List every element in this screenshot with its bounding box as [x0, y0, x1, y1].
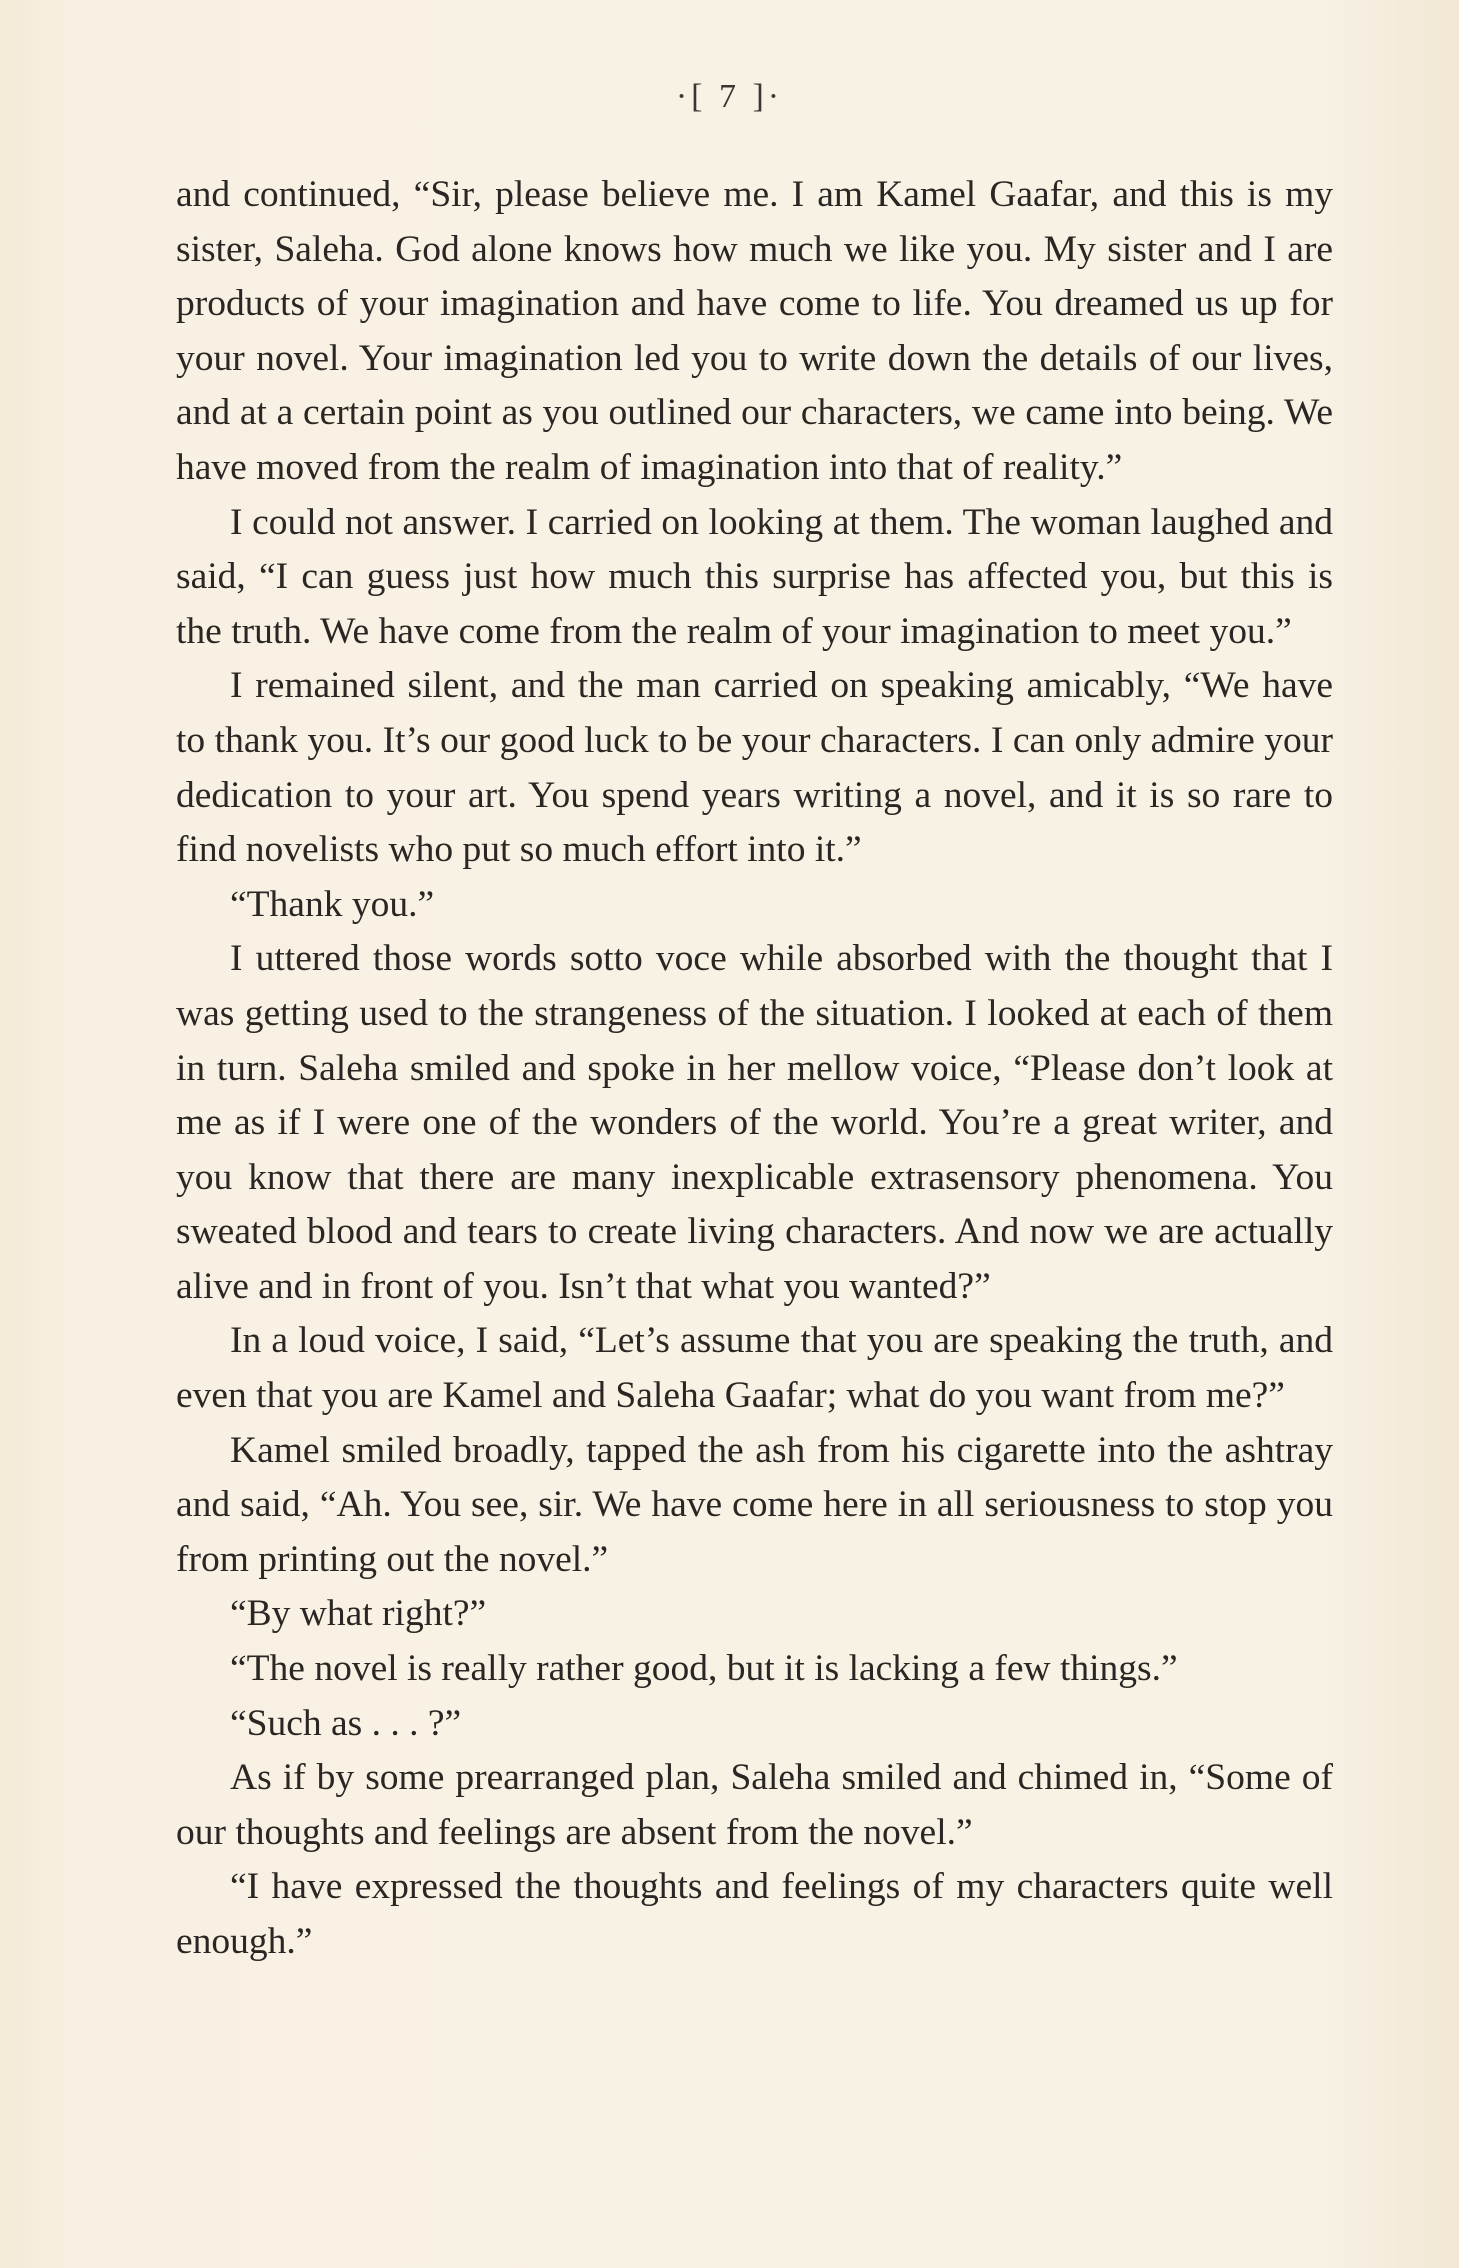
paragraph: Kamel smiled broadly, tapped the ash from his cigarette into the ashtray and said, “Ah. You see, sir. We have come here in all seriousness to stop you from printing out the novel.”	[176, 1429, 1333, 1580]
body-text	[176, 168, 1333, 1970]
paragraph: I uttered those words sotto voce while absorbed with the thought that I was getting used to the strangeness of the situation. I looked at each of them in turn. Saleha smiled and spoke in her mellow voice, “Please don’t look at me as if I were one of the wonders of the world. You’re a great writer, and you know that there are many inexplicable extrasensory phenomena. You sweated blood and tears to create living characters. And now we are actually alive and in front of you. Isn’t that what you wanted?”	[176, 938, 1333, 1307]
paragraph: “Such as . . . ?”	[230, 1702, 462, 1744]
paragraph: As if by some prearranged plan, Saleha smiled and chimed in, “Some of our thoughts and feelings are absent from the novel.”	[176, 1757, 1333, 1853]
paragraph: “Thank you.”	[230, 883, 435, 925]
paragraph: “The novel is really rather good, but it is lacking a few things.”	[230, 1648, 1178, 1690]
page-number: ·[ 7 ]·	[675, 78, 784, 115]
paragraph: In a loud voice, I said, “Let’s assume that you are speaking the truth, and even that you are Kamel and Saleha Gaafar; what do you want from me?”	[176, 1320, 1333, 1417]
paragraph: I remained silent, and the man carried on speaking amicably, “We have to thank you. It’s our good luck to be your characters. I can only admire your dedication to your art. You spend years writing a novel, and it is so rare to find novelists who put so much effort into it.”	[176, 665, 1333, 871]
paragraph: “By what right?”	[230, 1593, 487, 1635]
paragraph: “I have expressed the thoughts and feelings of my characters quite well enough.”	[176, 1866, 1333, 1962]
paragraph: and continued, “Sir, please believe me. I am Kamel Gaafar, and this is my sister, Saleha. God alone knows how much we like you. My sister and I are products of your imagination and have come to life. You dreamed us up for your novel. Your imagination led you to write down the details of our lives, and at a certain point as you outlined our characters, we came into being. We have moved from the realm of imagination into that of reality.”	[176, 174, 1333, 488]
paragraph: I could not answer. I carried on looking at them. The woman laughed and said, “I can guess just how much this surprise has affected you, but this is the truth. We have come from the realm of your imagination to meet you.”	[176, 501, 1333, 652]
